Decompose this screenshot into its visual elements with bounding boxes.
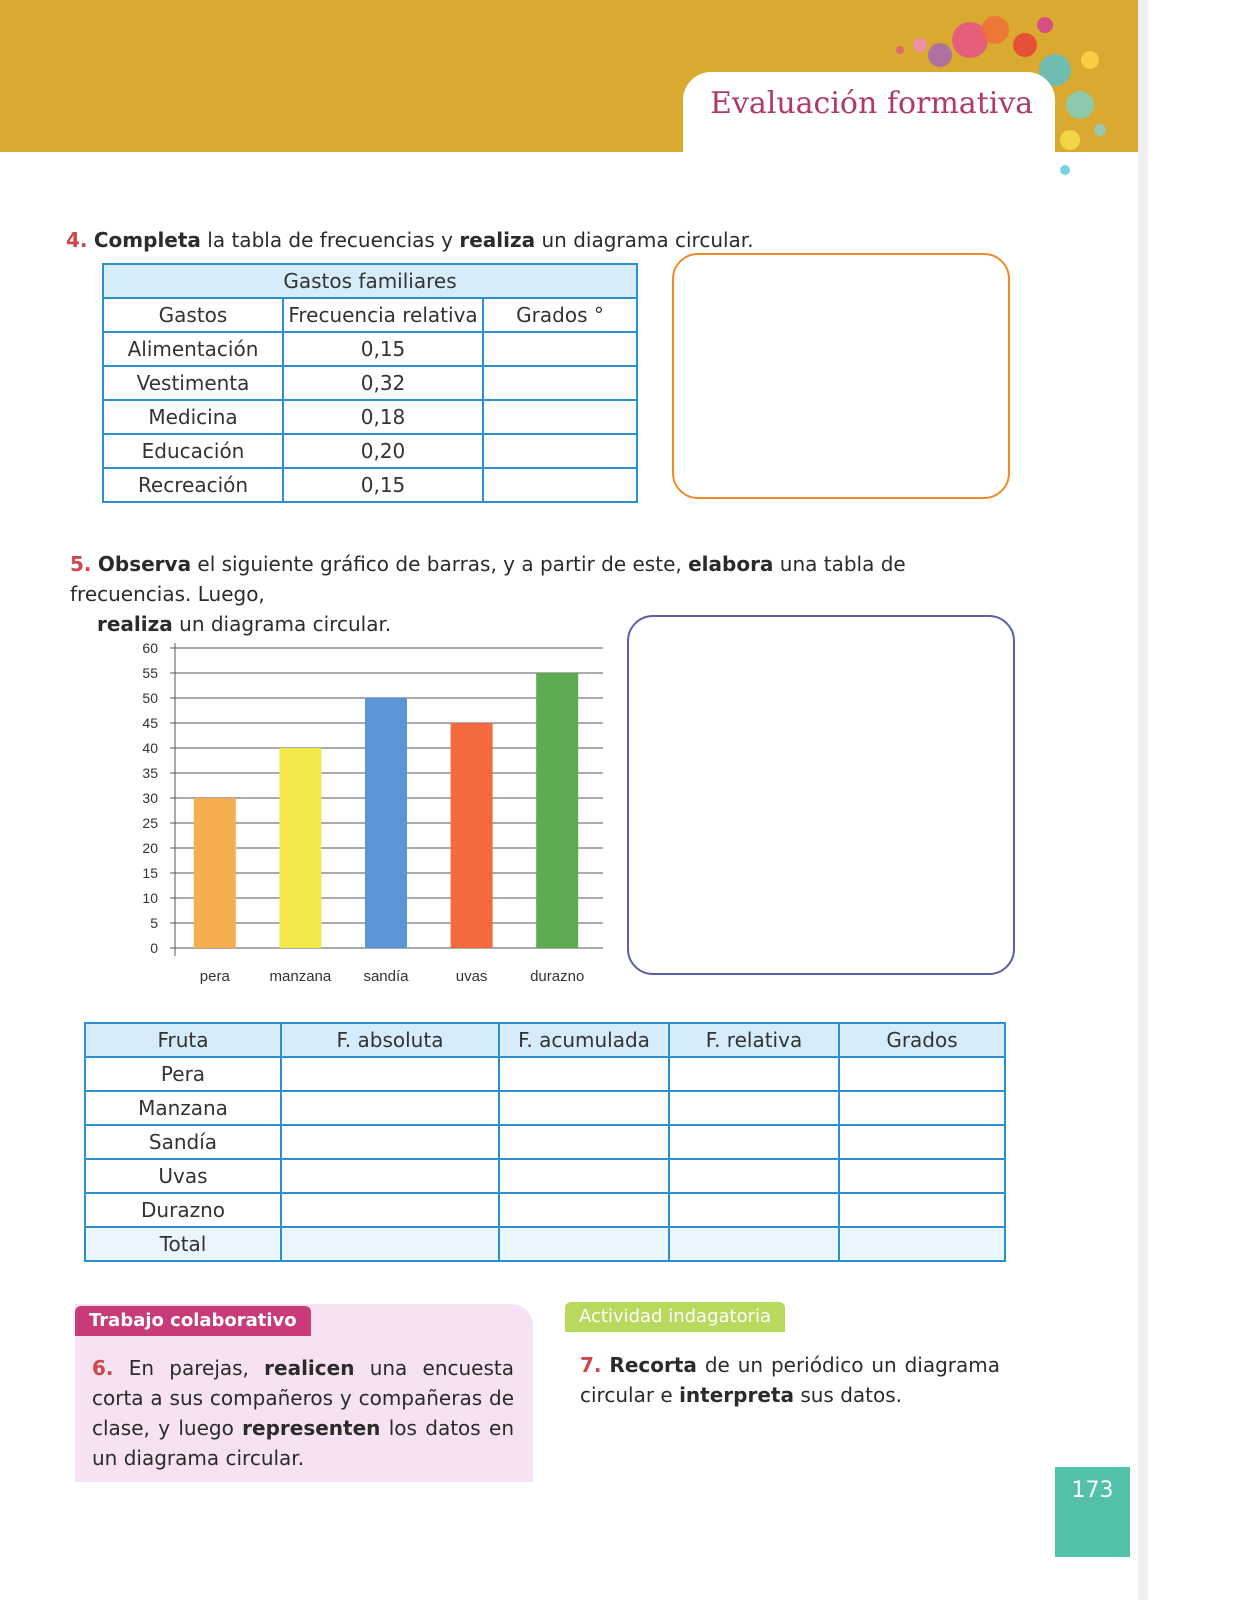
table-row (103, 468, 637, 502)
keyword: Completa (93, 228, 201, 252)
fruit-frequency-table (84, 1022, 1006, 1262)
keyword: realicen (264, 1356, 355, 1380)
table-cell-blank (669, 1057, 839, 1091)
keyword: representen (242, 1416, 381, 1440)
row-label: Uvas (85, 1159, 281, 1193)
table-cell-blank (483, 400, 637, 434)
row-label: Manzana (85, 1091, 281, 1125)
pie-chart-answer-box[interactable] (672, 253, 1010, 499)
row-label: Pera (85, 1057, 281, 1091)
table-title: Gastos familiares (103, 264, 637, 298)
bar-durazno (536, 673, 578, 948)
table-row (85, 1091, 1005, 1125)
table-cell: 0,32 (283, 366, 483, 400)
column-header: Fruta (85, 1023, 281, 1057)
y-tick-label: 40 (142, 740, 158, 756)
column-header: F. absoluta (281, 1023, 499, 1057)
table-cell-blank (281, 1227, 499, 1261)
table-cell-blank (499, 1227, 669, 1261)
y-tick-label: 50 (142, 690, 158, 706)
table-cell: 0,18 (283, 400, 483, 434)
y-tick-label: 25 (142, 815, 158, 831)
column-header: F. acumulada (499, 1023, 669, 1057)
y-tick-label: 0 (150, 940, 158, 956)
keyword: elabora (688, 552, 774, 576)
table-cell-blank (281, 1091, 499, 1125)
question-text: un diagrama circular. (541, 228, 754, 252)
table-row (103, 366, 637, 400)
y-tick-label: 60 (142, 640, 158, 656)
table-cell-blank (839, 1227, 1005, 1261)
question-text: un diagrama circular. (179, 612, 392, 636)
table-cell-blank (281, 1125, 499, 1159)
table-cell: 0,20 (283, 434, 483, 468)
y-tick-label: 20 (142, 840, 158, 856)
table-cell-blank (499, 1057, 669, 1091)
table-cell-blank (669, 1193, 839, 1227)
question-number: 5. (70, 552, 92, 576)
column-header: F. relativa (669, 1023, 839, 1057)
table-cell: Alimentación (103, 332, 283, 366)
question-number: 4. (66, 228, 88, 252)
column-header: Grados (839, 1023, 1005, 1057)
table-cell-blank (483, 332, 637, 366)
table-cell: 0,15 (283, 332, 483, 366)
expenses-table (102, 263, 638, 503)
table-cell-blank (669, 1091, 839, 1125)
x-category-label: uvas (455, 968, 488, 985)
keyword: Observa (97, 552, 192, 576)
table-row (85, 1057, 1005, 1091)
table-cell-blank (839, 1091, 1005, 1125)
table-cell-blank (839, 1057, 1005, 1091)
table-cell-blank (839, 1125, 1005, 1159)
question-text: los datos en un diagrama circular. (92, 1416, 515, 1470)
y-tick-label: 45 (142, 715, 158, 731)
table-cell-blank (499, 1159, 669, 1193)
question-number: 7. (580, 1353, 602, 1377)
x-category-label: durazno (530, 968, 585, 985)
column-header: Frecuencia relativa (283, 298, 483, 332)
table-cell: Recreación (103, 468, 283, 502)
table-cell: Medicina (103, 400, 283, 434)
table-row (103, 400, 637, 434)
table-row (103, 434, 637, 468)
column-header: Gastos (103, 298, 283, 332)
table-cell-blank (281, 1193, 499, 1227)
table-cell-blank (499, 1125, 669, 1159)
keyword: realiza (97, 612, 173, 636)
y-tick-label: 10 (142, 890, 158, 906)
keyword: Recorta (609, 1353, 697, 1377)
question-text: la tabla de frecuencias y (207, 228, 453, 252)
y-tick-label: 35 (142, 765, 158, 781)
table-row (103, 332, 637, 366)
pie-chart-answer-box[interactable] (627, 615, 1015, 975)
table-cell-blank (669, 1159, 839, 1193)
y-tick-label: 55 (142, 665, 158, 681)
table-cell-blank (483, 468, 637, 502)
question-6 (92, 1353, 514, 1473)
table-cell: 0,15 (283, 468, 483, 502)
table-row-total (85, 1227, 1005, 1261)
x-category-label: pera (199, 968, 230, 985)
table-cell-blank (499, 1193, 669, 1227)
table-cell-blank (483, 366, 637, 400)
question-text: una tabla de frecuencias. Luego, (70, 552, 906, 606)
table-cell-blank (281, 1057, 499, 1091)
table-cell-blank (839, 1193, 1005, 1227)
table-cell-blank (669, 1227, 839, 1261)
question-number: 6. (92, 1356, 114, 1380)
table-cell-blank (281, 1159, 499, 1193)
x-category-label: manzana (269, 968, 332, 985)
page-title: Evaluación formativa (710, 86, 1034, 121)
keyword: interpreta (679, 1383, 794, 1407)
table-cell: Vestimenta (103, 366, 283, 400)
bar-pera (194, 798, 236, 948)
table-cell-blank (839, 1159, 1005, 1193)
question-4 (66, 225, 766, 255)
keyword: realiza (459, 228, 536, 252)
table-row (85, 1193, 1005, 1227)
question-text: una encuesta corta a sus compañeros y compañeras de clase, y luego (92, 1356, 514, 1440)
page-number: 173 (1055, 1467, 1130, 1557)
table-row (85, 1159, 1005, 1193)
question-text: En parejas, (128, 1356, 249, 1380)
bar-uvas (451, 723, 493, 948)
y-tick-label: 30 (142, 790, 158, 806)
bar-manzana (279, 748, 321, 948)
collaborative-work-tag: Trabajo colaborativo (75, 1306, 311, 1336)
page-edge (1138, 0, 1148, 1600)
table-cell-blank (483, 434, 637, 468)
row-label: Sandía (85, 1125, 281, 1159)
table-cell-blank (669, 1125, 839, 1159)
row-label: Total (85, 1227, 281, 1261)
fruit-bar-chart (128, 628, 608, 993)
row-label: Durazno (85, 1193, 281, 1227)
table-row (85, 1125, 1005, 1159)
bar-sandía (365, 698, 407, 948)
table-cell: Educación (103, 434, 283, 468)
question-text: sus datos. (800, 1383, 903, 1407)
inquiry-activity-tag: Actividad indagatoria (565, 1302, 785, 1332)
y-tick-label: 5 (150, 915, 158, 931)
table-cell-blank (499, 1091, 669, 1125)
question-text: de un periódico un diagrama circular e (580, 1353, 1001, 1407)
question-7 (580, 1350, 1000, 1410)
question-text: el siguiente gráfico de barras, y a partir de este, (197, 552, 682, 576)
y-tick-label: 15 (142, 865, 158, 881)
x-category-label: sandía (363, 968, 409, 985)
column-header: Grados ° (483, 298, 637, 332)
